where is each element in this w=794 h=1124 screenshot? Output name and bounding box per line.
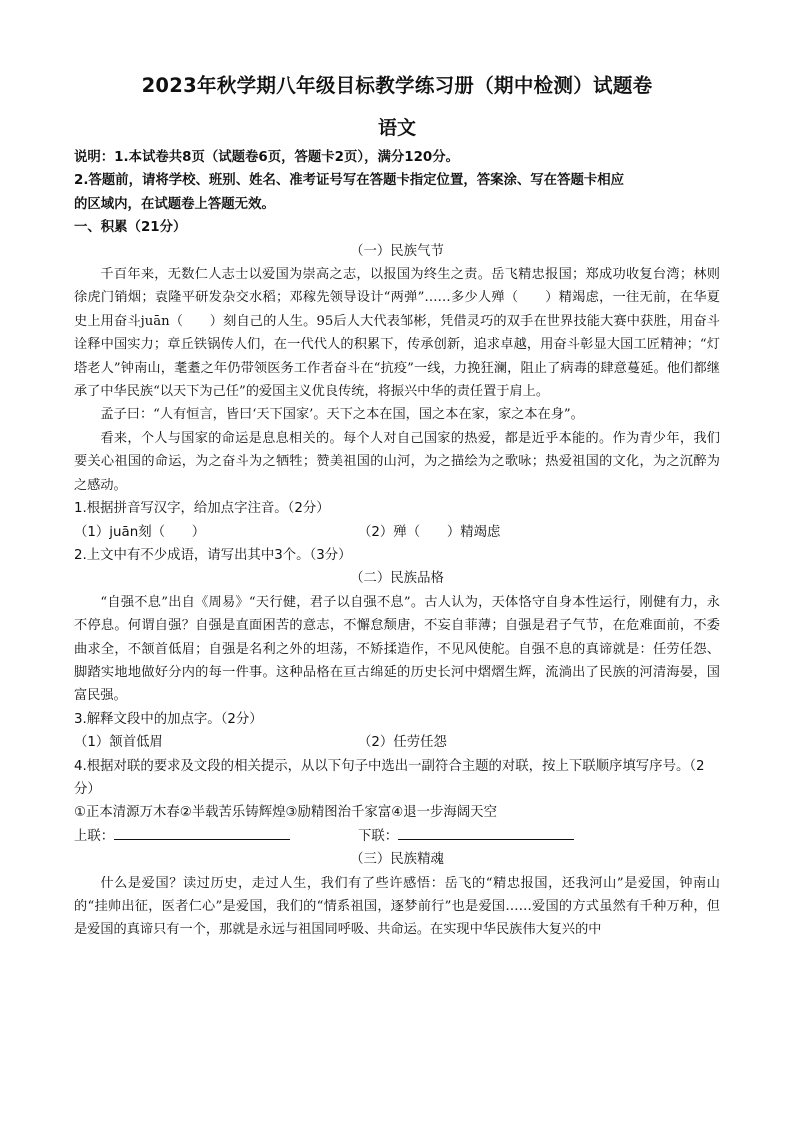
section-2-paragraph-1: “自强不息”出自《周易》“天行健，君子以自强不息”。古人认为，天体恪守自身本性运行，刚健有力，永不停息。何谓自强？自强是直面困苦的意志，不懈怠颓唐，不妄自菲薄；自强是君子气节，在危难面前，不委曲求全，不颔首低眉；自强是名利之外的坦荡，不矫揉造作，不见风使舵。自强不息的真谛就是：任劳任怨、脚踏实地地做好分内的每一件事。这种品格在亘古绵延的历史长河中熠熠生辉，流淌出了民族的河清海晏，国富民强。 bbox=[74, 594, 720, 704]
instructions-line-3: 的区域内，在试题卷上答题无效。 bbox=[74, 196, 275, 212]
question-3-items bbox=[74, 731, 720, 754]
question-2-prompt: 2.上文中有不少成语，请写出其中3个。（3分） bbox=[74, 547, 352, 563]
part-one-heading: 一、积累（21分） bbox=[74, 220, 187, 236]
exam-content bbox=[74, 146, 720, 942]
lower-couplet-label: 下联： bbox=[358, 828, 399, 844]
question-4-prompt-line-2: 分） bbox=[74, 781, 101, 797]
section-3-paragraph-1: 什么是爱国？读过历史，走过人生，我们有了些许感悟：岳飞的“精忠报国，还我河山”是爱国，钟南山的“挂帅出征，医者仁心”是爱国，我们的“情系祖国，逐梦前行”也是爱国……爱国的方式虽然有千种万种，但是爱国的真谛只有一个，那就是永远与祖国同呼吸、共命运。在实现中华民族伟大复兴的中 bbox=[74, 875, 720, 938]
exam-title: 2023年秋学期八年级目标教学练习册（期中检测）试题卷 bbox=[141, 74, 653, 97]
question-1-item-2: （2）殚（ ）精竭虑 bbox=[358, 524, 501, 540]
question-4-options: ①正本清源万木春②半载苦乐铸辉煌③励精图治千家富④退一步海阔天空 bbox=[74, 805, 497, 821]
section-1-paragraph-2: 孟子曰：“人有恒言，皆曰‘天下国家’。天下之本在国，国之本在家，家之本在身”。 bbox=[100, 407, 584, 423]
question-1-items bbox=[74, 521, 720, 544]
section-1-heading: （一）民族气节 bbox=[350, 243, 444, 259]
lower-couplet-blank[interactable] bbox=[398, 825, 574, 840]
question-1-prompt: 1.根据拼音写汉字，给加点字注音。（2分） bbox=[74, 501, 330, 517]
question-4-answer-row bbox=[74, 825, 720, 848]
question-3-item-2: （2）任劳任怨 bbox=[358, 735, 447, 751]
lower-couplet-field[interactable] bbox=[358, 825, 574, 848]
upper-couplet-field[interactable] bbox=[74, 825, 358, 848]
instructions-line-2: 2.答题前，请将学校、班别、姓名、准考证号写在答题卡指定位置，答案涂、写在答题卡相应 bbox=[74, 173, 625, 189]
section-1-paragraph-3: 看来，个人与国家的命运是息息相关的。每个人对自己国家的热爱，都是近乎本能的。作为青少年，我们要关心祖国的命运，为之奋斗为之牺牲；赞美祖国的山河，为之描绘为之歌咏；热爱祖国的文化，为之沉醉为之感动。 bbox=[74, 430, 720, 493]
upper-couplet-blank[interactable] bbox=[114, 825, 290, 840]
question-3-prompt: 3.解释文段中的加点字。（2分） bbox=[74, 711, 263, 727]
upper-couplet-label: 上联： bbox=[74, 828, 115, 844]
question-1-item-1: （1）juān刻（ ） bbox=[74, 524, 206, 540]
question-3-item-1: （1）颔首低眉 bbox=[74, 735, 163, 751]
section-1-paragraph-1: 千百年来，无数仁人志士以爱国为崇高之志，以报国为终生之责。岳飞精忠报国；郑成功收复台湾；林则徐虎门销烟；袁隆平研发杂交水稻；邓稼先领导设计“两弹”……多少人殚（ ）精竭虑，一往无前，在华夏史上用奋斗juān（ ）刻自己的人生。95后人大代表邹彬，凭借灵巧的双手在世界技能大赛中获胜，用奋斗诠释中国实力；章丘铁锅传人们，在一代代人的积累下，传承创新，追求卓越，用奋斗彰显大国工匠精神；“灯塔老人”钟南山，耄耋之年仍带领医务工作者奋斗在“抗疫”一线，力挽狂澜，阻止了病毒的肆意蔓延。他们都继承了中华民族“以天下为己任”的爱国主义优良传统，将振兴中华的责任置于肩上。 bbox=[74, 267, 720, 400]
exam-subject: 语文 bbox=[377, 117, 416, 139]
section-2-heading: （二）民族品格 bbox=[350, 571, 444, 587]
question-4-prompt-line-1: 4.根据对联的要求及文段的相关提示，从以下句子中选出一副符合主题的对联，按上下联顺序填写序号。（2 bbox=[74, 758, 705, 774]
instructions-line-1: 说明：1.本试卷共8页（试题卷6页，答题卡2页），满分120分。 bbox=[74, 150, 459, 165]
section-3-heading: （三）民族精魂 bbox=[350, 852, 444, 868]
